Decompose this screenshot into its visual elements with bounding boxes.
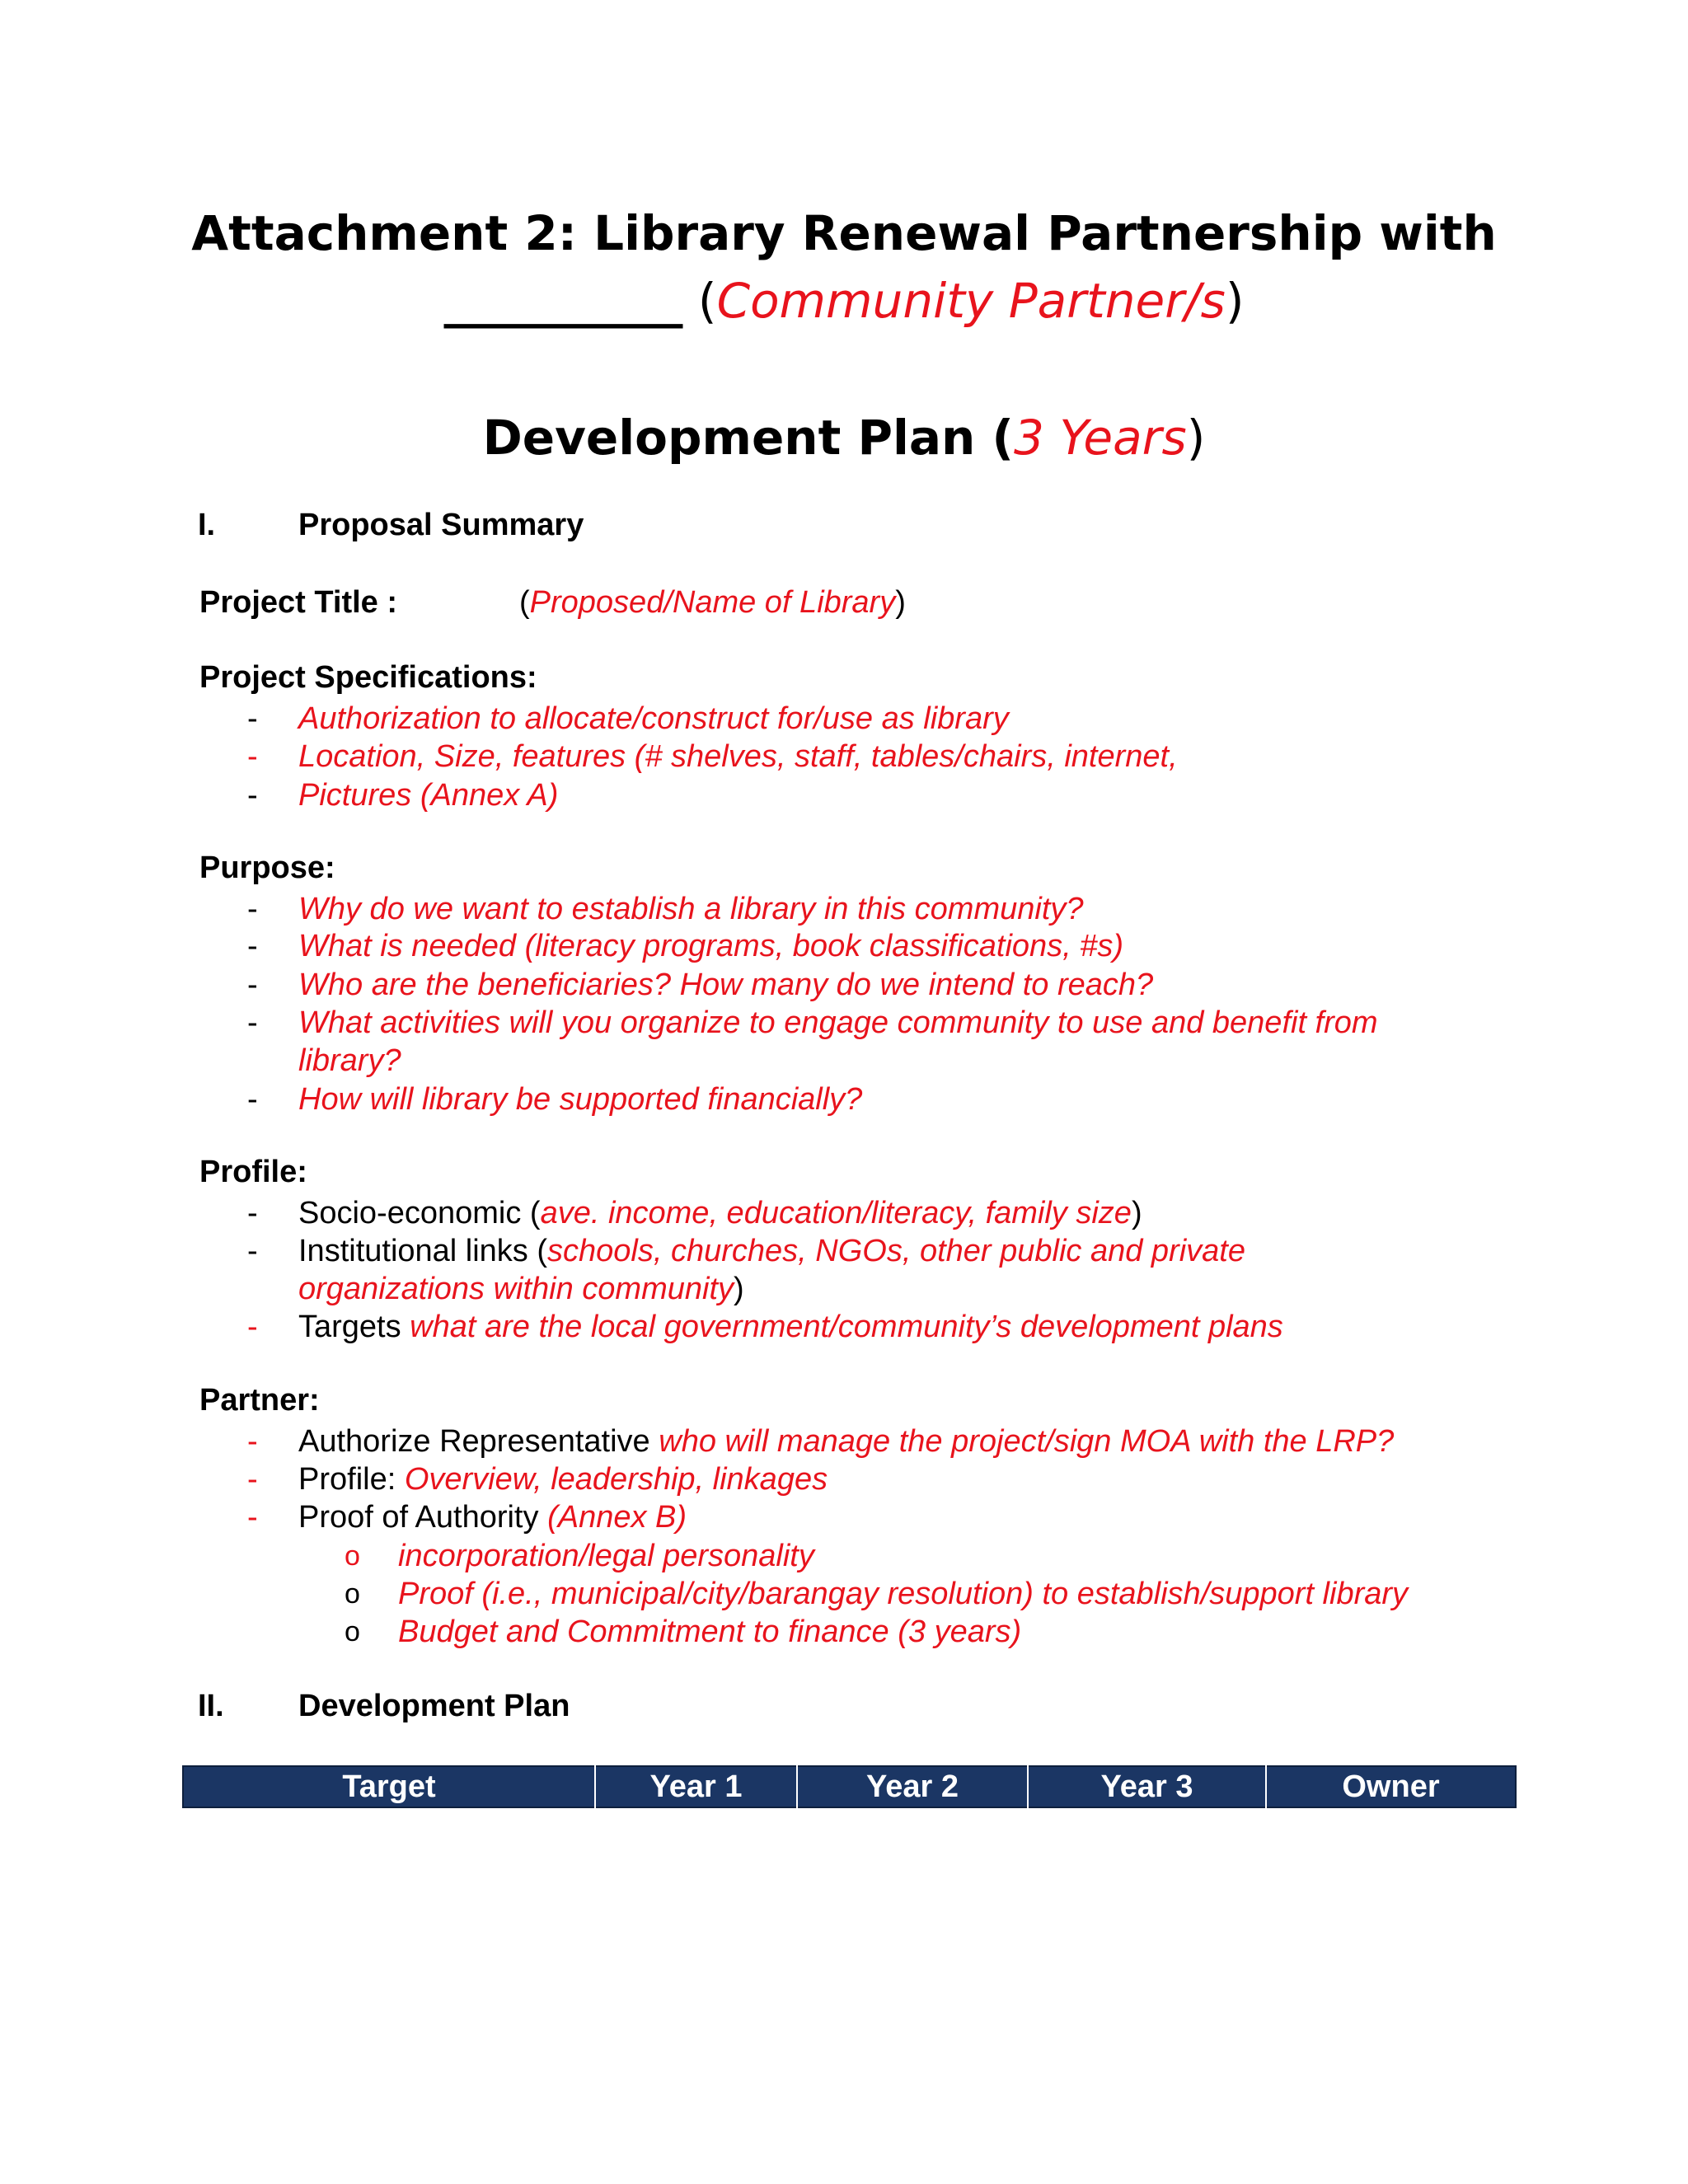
paren-close: ) bbox=[734, 1272, 744, 1306]
document-title-line2 bbox=[0, 272, 1688, 330]
profile-heading: Profile: bbox=[199, 1155, 307, 1189]
bullet-dash: - bbox=[247, 1234, 258, 1268]
auth-value: (Annex B) bbox=[547, 1500, 687, 1535]
paren-open: ( bbox=[682, 273, 717, 329]
bullet-dash: - bbox=[247, 739, 258, 774]
column-header-owner: Owner bbox=[1266, 1766, 1516, 1807]
auth-label: Proof of Authority bbox=[298, 1500, 548, 1535]
specifications-heading: Project Specifications: bbox=[199, 660, 537, 695]
paren-close: ) bbox=[895, 585, 906, 620]
section-title-proposal-summary: Proposal Summary bbox=[298, 508, 584, 542]
circle-bullet: o bbox=[345, 1616, 360, 1647]
spec-item: Location, Size, features (# shelves, staff, tables/chairs, internet, bbox=[298, 739, 1178, 774]
bullet-dash: - bbox=[247, 1310, 258, 1344]
circle-bullet: o bbox=[345, 1578, 360, 1610]
links-value-continued: organizations within community bbox=[298, 1272, 734, 1306]
paren-close: ) bbox=[1186, 410, 1206, 466]
bullet-dash: - bbox=[247, 1462, 258, 1497]
bullet-dash: - bbox=[247, 701, 258, 736]
plan-title-text: Development Plan ( bbox=[482, 410, 1015, 466]
section-numeral-2: II. bbox=[198, 1689, 224, 1723]
prof-value: Overview, leadership, linkages bbox=[404, 1462, 828, 1497]
partner-profile bbox=[298, 1462, 828, 1497]
purpose-item: Who are the beneficiaries? How many do we intend to reach? bbox=[298, 968, 1154, 1002]
development-plan-title bbox=[0, 409, 1688, 466]
project-title-placeholder: Proposed/Name of Library bbox=[529, 585, 896, 620]
column-header-year-3: Year 3 bbox=[1028, 1766, 1266, 1807]
column-header-year-1: Year 1 bbox=[595, 1766, 797, 1807]
partner-blank-line: __________ bbox=[443, 273, 683, 329]
bullet-dash: - bbox=[247, 1082, 258, 1117]
purpose-heading: Purpose: bbox=[199, 851, 335, 885]
development-plan-table bbox=[182, 1765, 1517, 1808]
profile-socio-economic bbox=[298, 1196, 1142, 1231]
authority-sub-item: Proof (i.e., municipal/city/barangay resolution) to establish/support library bbox=[398, 1577, 1409, 1611]
targets-label: Targets bbox=[298, 1310, 410, 1344]
profile-institutional-links bbox=[298, 1234, 1245, 1269]
section-numeral-1: I. bbox=[198, 508, 216, 542]
bullet-dash: - bbox=[247, 778, 258, 813]
partner-proof-of-authority bbox=[298, 1500, 687, 1535]
paren-open: ( bbox=[519, 585, 530, 620]
purpose-item: Why do we want to establish a library in this community? bbox=[298, 892, 1084, 926]
project-title-label: Project Title : bbox=[199, 585, 398, 620]
circle-bullet: o bbox=[345, 1540, 360, 1572]
purpose-item: How will library be supported financially? bbox=[298, 1082, 863, 1117]
bullet-dash: - bbox=[247, 892, 258, 926]
bullet-dash: - bbox=[247, 929, 258, 963]
rep-value: who will manage the project/sign MOA with the LRP? bbox=[659, 1424, 1395, 1459]
profile-institutional-links-continued bbox=[298, 1272, 744, 1307]
bullet-dash: - bbox=[247, 1005, 258, 1040]
section-title-development-plan: Development Plan bbox=[298, 1689, 570, 1723]
spec-item: Pictures (Annex A) bbox=[298, 778, 559, 813]
bullet-dash: - bbox=[247, 1500, 258, 1535]
partner-representative bbox=[298, 1424, 1394, 1460]
authority-sub-item: Budget and Commitment to finance (3 years) bbox=[398, 1615, 1022, 1649]
column-header-target: Target bbox=[342, 1769, 436, 1804]
partner-heading: Partner: bbox=[199, 1383, 320, 1418]
prof-label: Profile: bbox=[298, 1462, 405, 1497]
profile-targets bbox=[298, 1310, 1283, 1345]
rep-label: Authorize Representative bbox=[298, 1424, 659, 1459]
authority-sub-item: incorporation/legal personality bbox=[398, 1539, 814, 1573]
targets-value: what are the local government/community’s development plans bbox=[410, 1310, 1283, 1344]
socio-value: ave. income, education/literacy, family size bbox=[540, 1196, 1132, 1230]
title-text: Attachment 2: Library Renewal Partnership with bbox=[191, 205, 1497, 261]
plan-years: 3 Years bbox=[1014, 410, 1187, 466]
paren-close: ) bbox=[1131, 1196, 1142, 1230]
bullet-dash: - bbox=[247, 1424, 258, 1459]
links-value: schools, churches, NGOs, other public and private bbox=[547, 1234, 1245, 1268]
paren-close: ) bbox=[1225, 273, 1245, 329]
document-title-line1 bbox=[0, 204, 1688, 262]
purpose-item-continued: library? bbox=[298, 1043, 401, 1078]
project-title-value bbox=[519, 585, 906, 621]
community-partner-label: Community Partner/s bbox=[716, 273, 1226, 329]
purpose-item: What is needed (literacy programs, book classifications, #s) bbox=[298, 929, 1124, 963]
socio-label: Socio-economic ( bbox=[298, 1196, 541, 1230]
links-label: Institutional links ( bbox=[298, 1234, 548, 1268]
purpose-item: What activities will you organize to engage community to use and benefit from bbox=[298, 1005, 1378, 1040]
table-header-row bbox=[183, 1766, 1516, 1807]
spec-item: Authorization to allocate/construct for/use as library bbox=[298, 701, 1009, 736]
bullet-dash: - bbox=[247, 968, 258, 1002]
column-header-year-2: Year 2 bbox=[797, 1766, 1028, 1807]
bullet-dash: - bbox=[247, 1196, 258, 1230]
